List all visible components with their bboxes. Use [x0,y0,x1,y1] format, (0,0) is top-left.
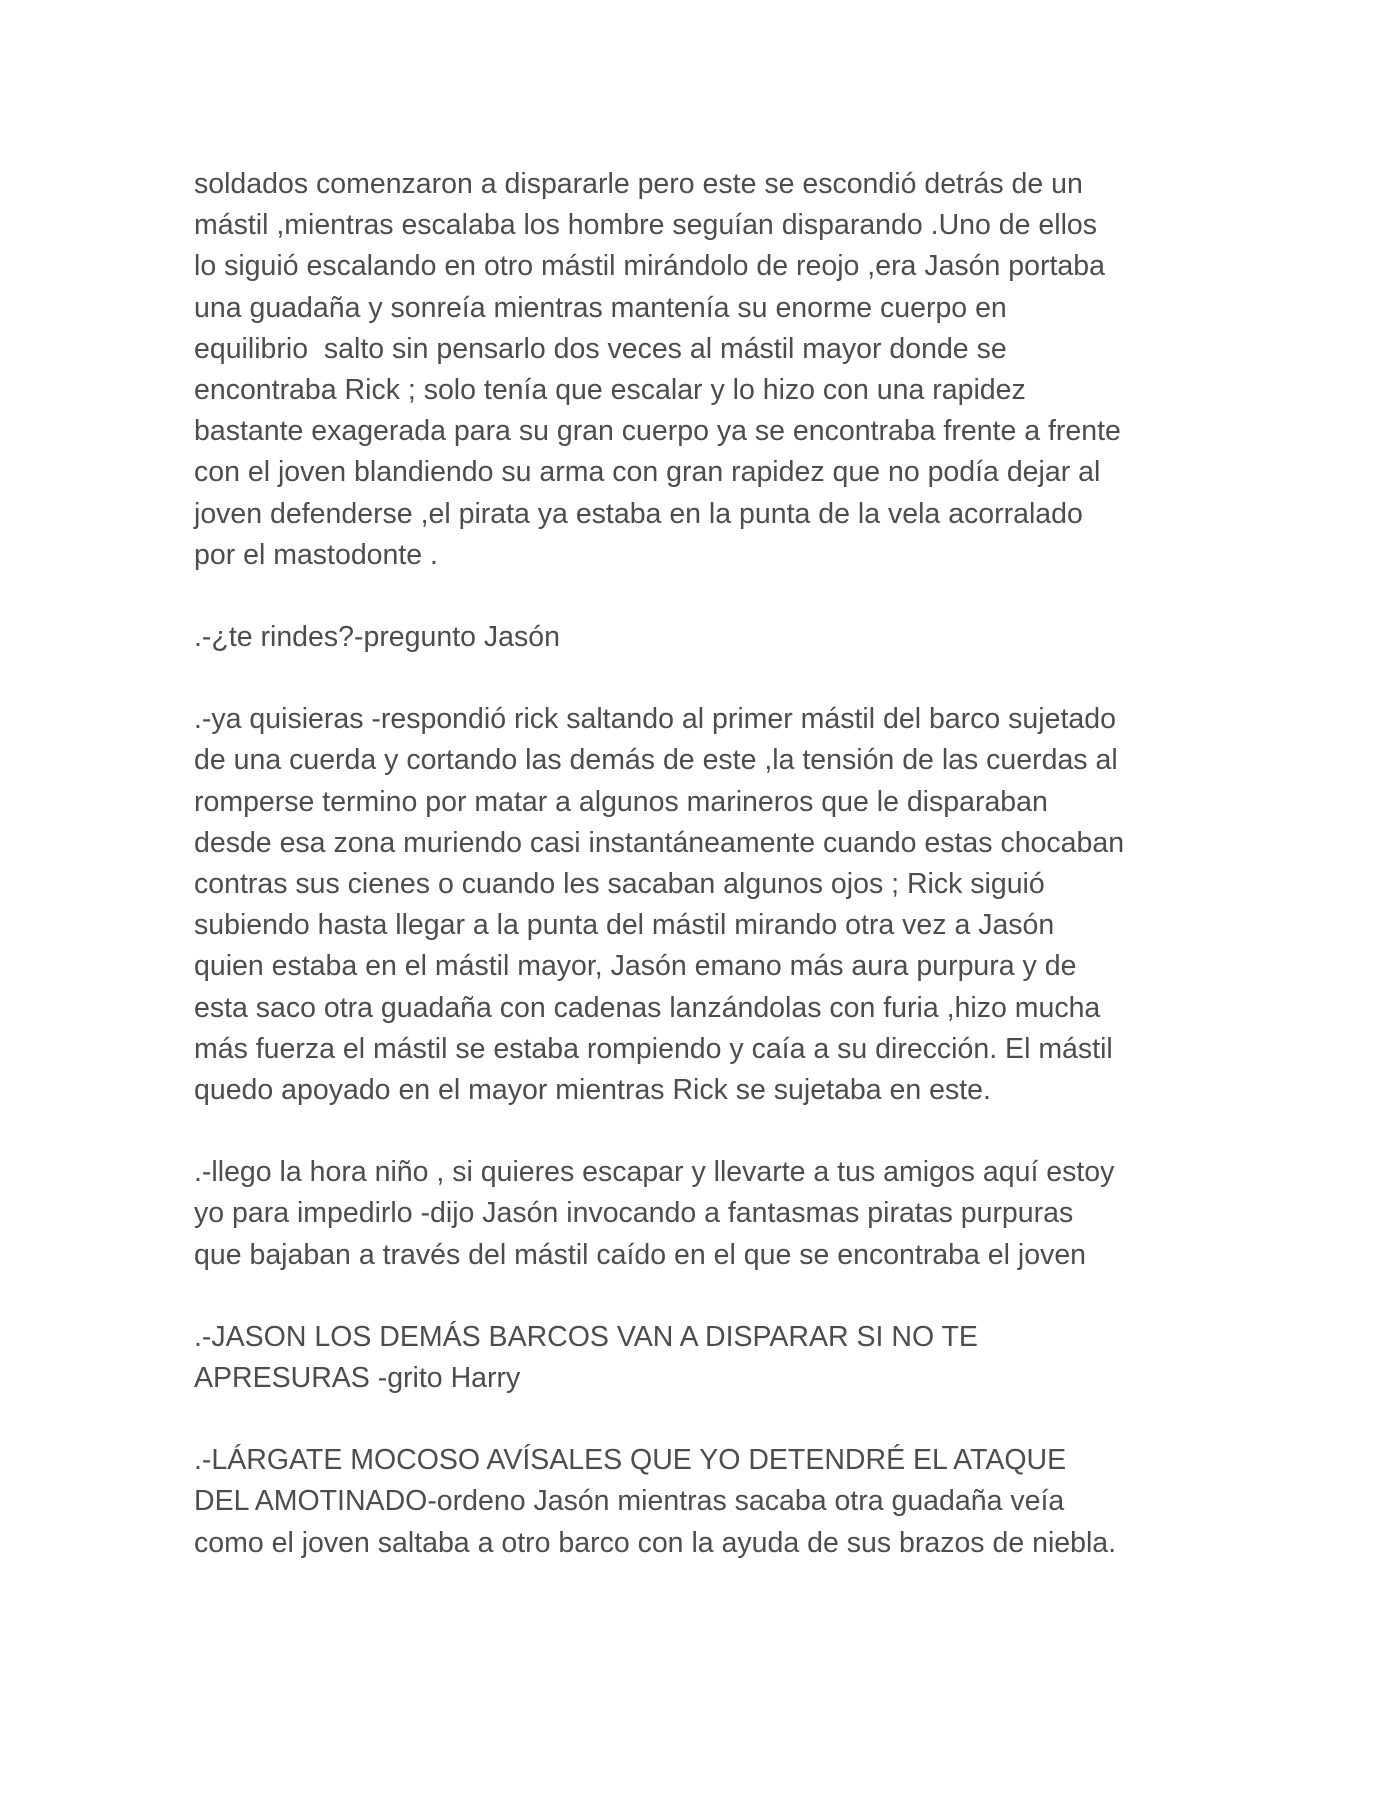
text-line: lo siguió escalando en otro mástil mirándolo de reojo ,era Jasón portaba [194,250,1105,283]
text-line: subiendo hasta llegar a la punta del mástil mirando otra vez a Jasón [194,909,1055,942]
text-line: contras sus cienes o cuando les sacaban algunos ojos ; Rick siguió [194,868,1045,901]
text-line: quedo apoyado en el mayor mientras Rick se sujetaba en este. [194,1074,991,1107]
text-line: mástil ,mientras escalaba los hombre seguían disparando .Uno de ellos [194,209,1097,242]
text-line: con el joven blandiendo su arma con gran rapidez que no podía dejar al [194,456,1101,489]
paragraph-1 [194,164,1254,576]
text-line: desde esa zona muriendo casi instantáneamente cuando estas chocaban [194,826,1125,859]
paragraph-4 [194,1152,1254,1276]
text-line: esta saco otra guadaña con cadenas lanzándolas con furia ,hizo mucha [194,991,1101,1024]
text-line: APRESURAS -grito Harry [194,1362,521,1395]
text-line: soldados comenzaron a dispararle pero este se escondió detrás de un [194,168,1083,200]
text-line: .-JASON LOS DEMÁS BARCOS VAN A DISPARAR SI NO TE [194,1320,978,1353]
document-body [194,164,1254,1605]
text-line: de una cuerda y cortando las demás de este ,la tensión de las cuerdas al [194,744,1118,777]
text-line: bastante exagerada para su gran cuerpo ya se encontraba frente a frente [194,415,1121,448]
paragraph-6 [194,1440,1254,1564]
text-line: DEL AMOTINADO-ordeno Jasón mientras sacaba otra guadaña veía [194,1485,1065,1518]
text-line: joven defenderse ,el pirata ya estaba en la punta de la vela acorralado [194,497,1083,530]
paragraph-3 [194,699,1254,1111]
text-line: por el mastodonte . [194,538,438,571]
text-line: .-LÁRGATE MOCOSO AVÍSALES QUE YO DETENDRÉ EL ATAQUE [194,1444,1067,1477]
text-line: que bajaban a través del mástil caído en el que se encontraba el joven [194,1238,1087,1271]
text-line: yo para impedirlo -dijo Jasón invocando a fantasmas piratas purpuras [194,1197,1074,1230]
text-line: .-ya quisieras -respondió rick saltando al primer mástil del barco sujetado [194,703,1116,736]
paragraph-2 [194,617,1254,658]
text-line: como el joven saltaba a otro barco con la ayuda de sus brazos de niebla. [194,1526,1117,1559]
text-line: .-llego la hora niño , si quieres escapar y llevarte a tus amigos aquí estoy [194,1156,1115,1189]
text-line: .-¿te rindes?-pregunto Jasón [194,621,560,654]
text-line: más fuerza el mástil se estaba rompiendo y caía a su dirección. El mástil [194,1032,1113,1065]
text-line: equilibrio salto sin pensarlo dos veces al mástil mayor donde se [194,332,1007,365]
text-line: romperse termino por matar a algunos marineros que le disparaban [194,785,1048,818]
text-line: encontraba Rick ; solo tenía que escalar y lo hizo con una rapidez [194,374,1026,407]
text-line: quien estaba en el mástil mayor, Jasón emano más aura purpura y de [194,950,1077,983]
text-line: una guadaña y sonreía mientras mantenía su enorme cuerpo en [194,291,1007,324]
paragraph-5 [194,1317,1254,1399]
